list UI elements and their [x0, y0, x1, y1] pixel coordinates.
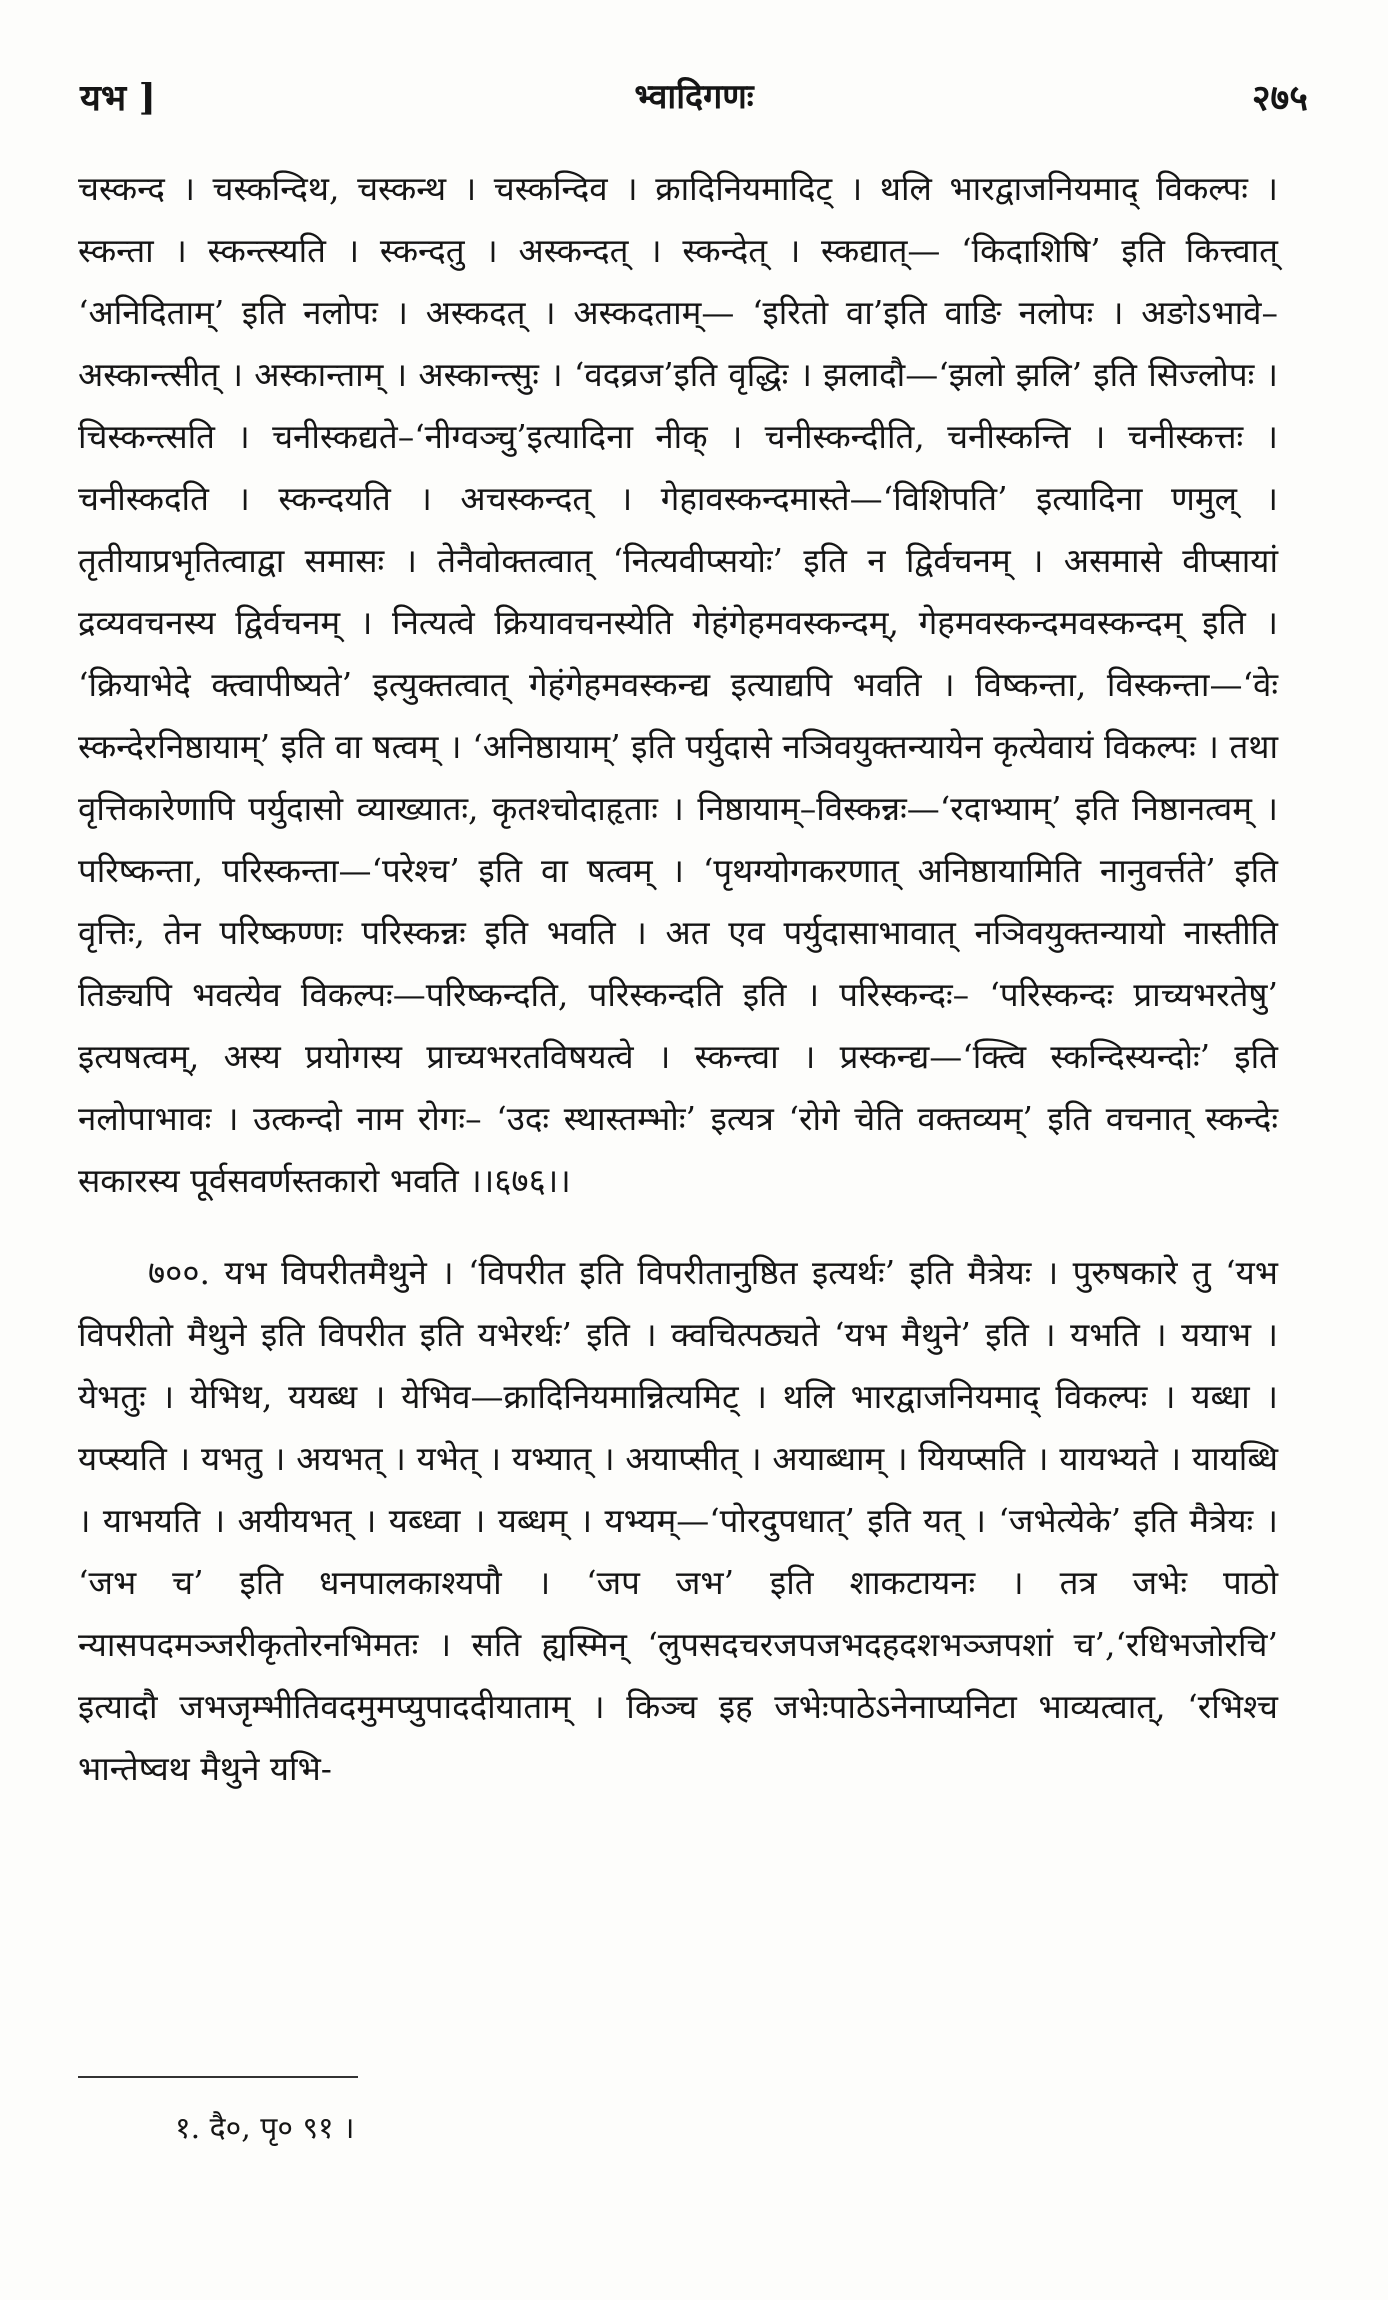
page-number: २७५ [1251, 77, 1308, 119]
header-section-title: भ्वादिगणः [634, 77, 754, 117]
paragraph-root-yabh: ७००. यभ विपरीतमैथुने । ‘विपरीत इति विपरीतानुष्ठित इत्यर्थः’ इति मैत्रेयः । पुरुषकारे तु ‘यभ विपरीतो मैथुने इति विपरीत इति यभेरर्थः’ इति । क्वचित्पठ्यते ‘यभ मैथुने’ इति । यभति । ययाभ । येभतुः । येभिथ, ययब्ध । येभिव—क्रादिनियमान्नित्यमिट् । थलि भारद्वाजनियमाद् विकल्पः । यब्धा । यप्स्यति । यभतु । अयभत् । यभेत् । यभ्यात् । अयाप्सीत् । अयाब्धाम् । यियप्सति । यायभ्यते । यायब्धि । याभयति । अयीयभत् । यब्ध्वा । यब्धम् । यभ्यम्—‘पोरदुपधात्’ इति यत् । ‘जभेत्येके’ इति मैत्रेयः । ‘जभ च’ इति धनपालकाश्यपौ । ‘जप जभ’ इति शाकटायनः । तत्र जभेः पाठो न्यासपदमञ्जरीकृतोरनभिमतः । सति ह्यस्मिन् ‘लुपसदचरजपजभदहदशभञ्जपशां च’,‘रधिभजोरचि’ इत्यादौ जभजृम्भीतिवदमुमप्युपाददीयाताम् । किञ्च इह जभेःपाठेऽनेनाप्यनिटा भाव्यत्वात्, ‘रभिश्च भान्तेष्वथ मैथुने यभि- [78, 1253, 1278, 1788]
paragraph-commentary-skand: चस्कन्द । चस्कन्दिथ, चस्कन्थ । चस्कन्दिव । क्रादिनियमादिट् । थलि भारद्वाजनियमाद् विकल्पः । स्कन्ता । स्कन्त्स्यति । स्कन्दतु । अस्कन्दत् । स्कन्देत् । स्कद्यात्— ‘किदाशिषि’ इति कित्त्वात् ‘अनिदिताम्’ इति नलोपः । अस्कदत् । अस्कदताम्— ‘इरितो वा’इति वाङि नलोपः । अङोऽभावे–अस्कान्त्सीत् । अस्कान्ताम् । अस्कान्त्सुः । ‘वदव्रज’इति वृद्धिः । झलादौ—‘झलो झलि’ इति सिज्लोपः । चिस्कन्त्सति । चनीस्कद्यते–‘नीग्वञ्चु’इत्यादिना नीक् । चनीस्कन्दीति, चनीस्कन्ति । चनीस्कत्तः । चनीस्कदति । स्कन्दयति । अचस्कन्दत् । गेहावस्कन्दमास्ते—‘विशिपति’ इत्यादिना णमुल् । तृतीयाप्रभृतित्वाद्वा समासः । तेनैवोक्तत्वात् ‘नित्यवीप्सयोः’ इति न द्विर्वचनम् । असमासे वीप्सायां द्रव्यवचनस्य द्विर्वचनम् । नित्यत्वे क्रियावचनस्येति गेहंगेहमवस्कन्दम्, गेहमवस्कन्दमवस्कन्दम् इति । ‘क्रियाभेदे क्त्वापीष्यते’ इत्युक्तत्वात् गेहंगेहमवस्कन्द्य इत्याद्यपि भवति । विष्कन्ता, विस्कन्ता—‘वेः स्कन्देरनिष्ठायाम्’ इति वा षत्वम् । ‘अनिष्ठायाम्’ इति पर्युदासे नञिवयुक्तन्यायेन कृत्येवायं विकल्पः । तथा वृत्तिकारेणापि पर्युदासो व्याख्यातः, कृतश्चोदाहृताः । निष्ठायाम्–विस्कन्नः—‘रदाभ्याम्’ इति निष्ठानत्वम् । परिष्कन्ता, परिस्कन्ता—‘परेश्च’ इति वा षत्वम् । ‘पृथग्योगकरणात् अनिष्ठायामिति नानुवर्त्तते’ इति वृत्तिः, तेन परिष्कण्णः परिस्कन्नः इति भवति । अत एव पर्युदासाभावात् नञिवयुक्तन्यायो नास्तीति तिङ्यपि भवत्येव विकल्पः—परिष्कन्दति, परिस्कन्दति इति । परिस्कन्दः– ‘परिस्कन्दः प्राच्यभरतेषु’ इत्यषत्वम्, अस्य प्रयोगस्य प्राच्यभरतविषयत्वे । स्कन्त्वा । प्रस्कन्द्य—‘क्त्वि स्कन्दिस्यन्दोः’ इति नलोपाभावः । उत्कन्दो नाम रोगः– ‘उदः स्थास्तम्भोः’ इत्यत्र ‘रोगे चेति वक्तव्यम्’ इति वचनात् स्कन्देः सकारस्य पूर्वसवर्णस्तकारो भवति ।।६७६।। [78, 169, 1278, 1200]
main-text [78, 158, 1278, 1800]
header-root-label: यभ ] [80, 77, 156, 119]
footnote-divider [78, 2076, 358, 2078]
running-header [80, 72, 1308, 132]
footnote: १. दै०, पृ० ९१ । [175, 2111, 355, 2146]
